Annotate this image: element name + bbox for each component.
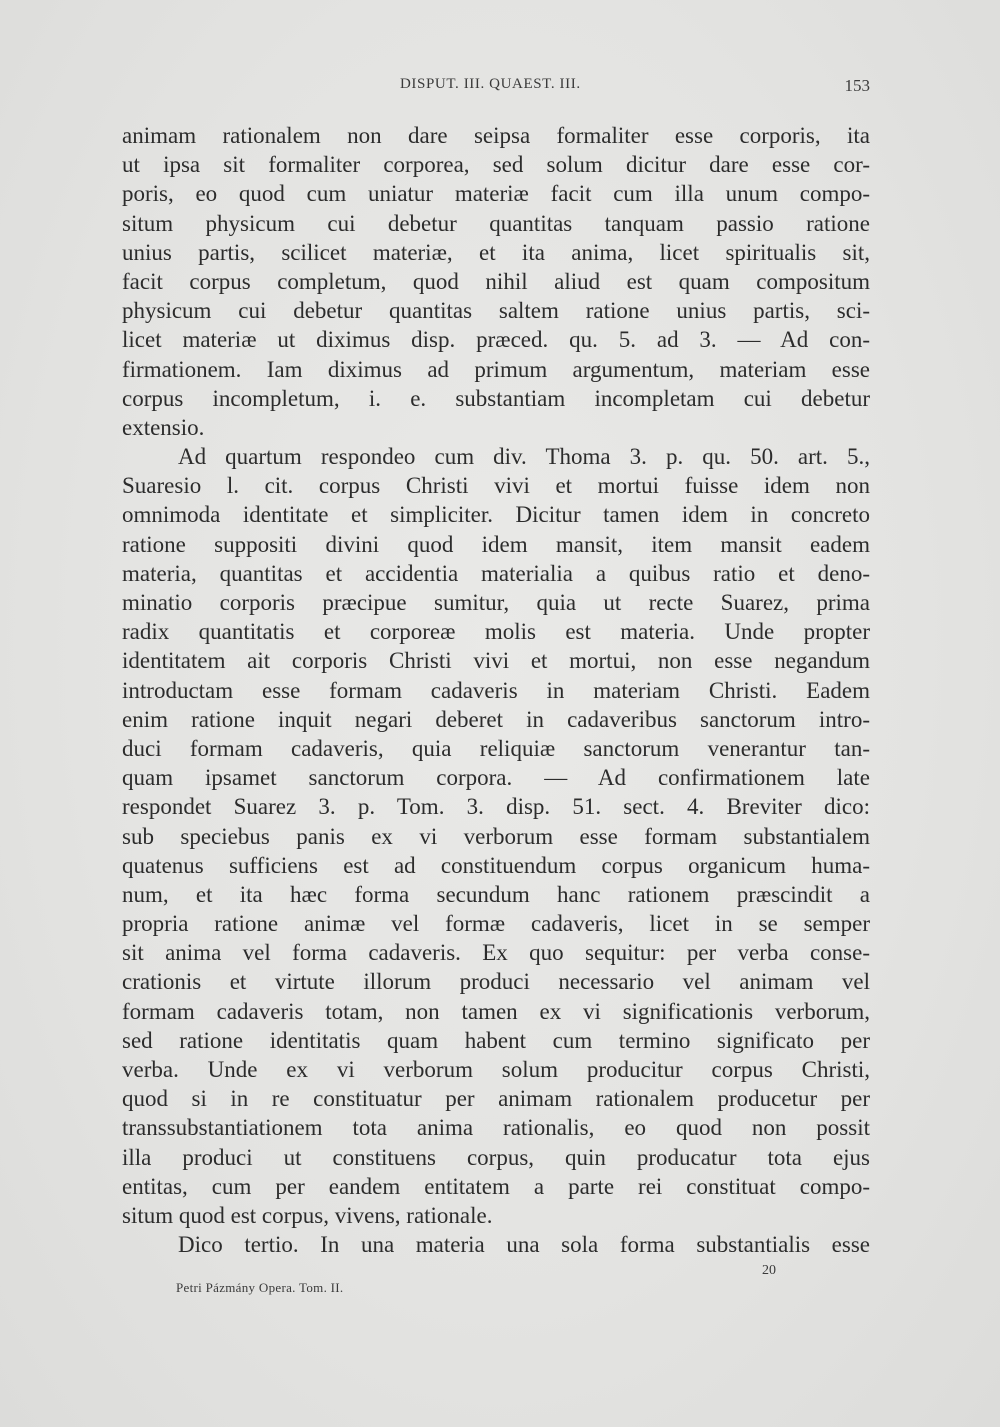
- text-line: num, et ita hæc forma secundum hanc rationem præscindit a: [122, 881, 870, 907]
- text-line: sit anima vel forma cadaveris. Ex quo sequitur: per verba conse-: [122, 940, 870, 966]
- text-line: crationis et virtute illorum produci necessario vel animam vel: [122, 969, 870, 995]
- text-line: ratione suppositi divini quod idem mansit, item mansit eadem: [122, 531, 870, 557]
- text-line: illa produci ut constituens corpus, quin producatur tota ejus: [122, 1144, 870, 1170]
- text-line: radix quantitatis et corporeæ molis est materia. Unde propter: [122, 619, 870, 645]
- text-line: physicum cui debetur quantitas saltem ratione unius partis, sci-: [122, 298, 870, 324]
- text-line: duci formam cadaveris, quia reliquiæ sanctorum venerantur tan-: [122, 735, 870, 761]
- text-line: minatio corporis præcipue sumitur, quia ut recte Suarez, prima: [122, 590, 870, 615]
- running-title: DISPUT. III. QUAEST. III.: [400, 76, 581, 92]
- text-line: respondet Suarez 3. p. Tom. 3. disp. 51. sect. 4. Breviter dico:: [122, 794, 870, 820]
- paragraph-start-line: Dico tertio. In una materia una sola forma substantialis esse: [178, 1232, 870, 1258]
- text-line: enim ratione inquit negari deberet in cadaveribus sanctorum intro-: [122, 706, 870, 732]
- text-line: corpus incompletum, i. e. substantiam incompletam cui debetur: [122, 385, 870, 411]
- text-line: poris, eo quod cum uniatur materiæ facit cum illa unum compo-: [122, 181, 870, 207]
- paragraph-end-line: extensio.: [122, 414, 205, 440]
- text-line: verba. Unde ex vi verborum solum producitur corpus Christi,: [122, 1057, 870, 1082]
- text-line: quam ipsamet sanctorum corpora. — Ad confirmationem late: [122, 765, 870, 791]
- paragraph-start-line: Ad quartum respondeo cum div. Thoma 3. p. qu. 50. art. 5.,: [178, 444, 870, 470]
- text-line: quatenus sufficiens est ad constituendum corpus organicum huma-: [122, 852, 870, 878]
- text-line: Suaresio l. cit. corpus Christi vivi et mortui fuisse idem non: [122, 473, 870, 499]
- text-line: propria ratione animæ vel formæ cadaveris, licet in se semper: [122, 911, 870, 937]
- text-line: entitas, cum per eandem entitatem a parte rei constituat compo-: [122, 1173, 870, 1199]
- running-head: [122, 76, 870, 98]
- text-line: materia, quantitas et accidentia materialia a quibus ratio et deno-: [122, 560, 870, 586]
- text-line: licet materiæ ut diximus disp. præced. qu. 5. ad 3. — Ad con-: [122, 327, 870, 353]
- text-line: unius partis, scilicet materiæ, et ita anima, licet spiritualis sit,: [122, 239, 870, 265]
- text-line: quod si in re constituatur per animam rationalem producetur per: [122, 1086, 870, 1112]
- page-number: 153: [844, 76, 870, 95]
- body-text: [122, 121, 870, 1259]
- signature-mark: 20: [762, 1263, 776, 1278]
- text-line: firmationem. Iam diximus ad primum argumentum, materiam esse: [122, 356, 870, 382]
- text-line: situm physicum cui debetur quantitas tanquam passio ratione: [122, 210, 870, 236]
- text-line: ut ipsa sit formaliter corporea, sed solum dicitur dare esse cor-: [122, 152, 870, 178]
- text-line: omnimoda identitate et simpliciter. Dicitur tamen idem in concreto: [122, 502, 870, 528]
- text-line: animam rationalem non dare seipsa formaliter esse corporis, ita: [122, 123, 870, 148]
- printer-signature: Petri Pázmány Opera. Tom. II.: [176, 1280, 344, 1295]
- text-line: identitatem ait corporis Christi vivi et mortui, non esse negandum: [122, 648, 870, 674]
- text-line: formam cadaveris totam, non tamen ex vi significationis verborum,: [122, 998, 870, 1024]
- text-line: sed ratione identitatis quam habent cum termino significato per: [122, 1027, 870, 1053]
- text-line: transsubstantiationem tota anima rationalis, eo quod non possit: [122, 1115, 870, 1141]
- text-line: introductam esse formam cadaveris in materiam Christi. Eadem: [122, 677, 870, 703]
- text-line: facit corpus completum, quod nihil aliud est quam compositum: [122, 268, 870, 294]
- text-line: sub speciebus panis ex vi verborum esse formam substantialem: [122, 823, 870, 849]
- paragraph-end-line: situm quod est corpus, vivens, rationale.: [122, 1202, 493, 1228]
